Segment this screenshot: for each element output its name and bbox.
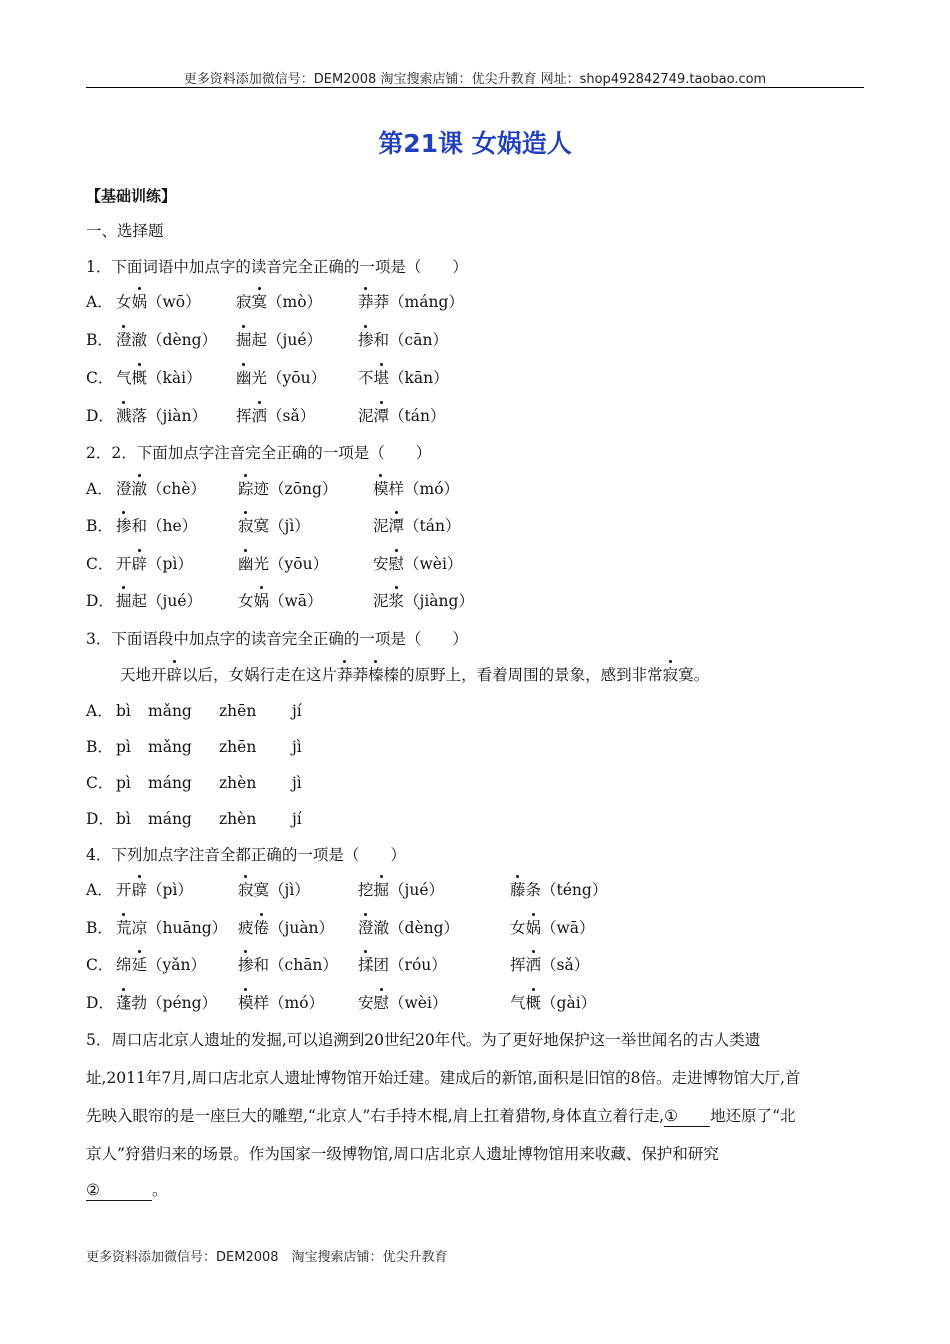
q5-line-5 (86, 1180, 866, 1201)
dotted-char: 揉 (358, 956, 374, 974)
dotted-char: 幽 (236, 369, 252, 387)
word-suffix: 勃 (131, 994, 148, 1012)
pinyin-choice: zhēn (219, 702, 257, 720)
pinyin: （he） (147, 517, 198, 535)
pinyin: （mò） (267, 293, 323, 311)
option-label[interactable]: D． (86, 994, 114, 1012)
dotted-char: 澄 (116, 331, 132, 349)
word-suffix: 迹 (253, 480, 270, 498)
word-prefix: 女 (238, 592, 254, 610)
blank-2-number: ② (86, 1181, 100, 1199)
word-prefix: 绵 (116, 956, 132, 974)
option-word (510, 918, 595, 938)
pinyin: （juàn） (269, 919, 335, 937)
pinyin-choice: pì (116, 774, 131, 792)
pinyin-choice: máng (148, 774, 192, 792)
word-suffix: 和 (253, 956, 270, 974)
pinyin: （jué） (147, 592, 202, 610)
word-suffix: 团 (373, 956, 390, 974)
option-word (236, 406, 315, 426)
option-word (116, 516, 197, 536)
option-word (236, 330, 322, 350)
dotted-char: 娲 (253, 592, 270, 610)
pinyin-choice: zhèn (219, 774, 257, 792)
q5-line-2: 址,2011年7月,周口店北京人遗址博物馆开始迁建。建成后的新馆,面积是旧馆的8倍。走进博物馆大厅,首 (86, 1069, 801, 1087)
word-prefix: 泥 (373, 592, 389, 610)
page-footer-text: 更多资料添加微信号：DEM2008 淘宝搜索店铺：优尖升教育 (86, 1250, 448, 1265)
dotted-char: 娲 (525, 919, 542, 937)
option-word (116, 955, 206, 975)
pinyin-choice: bì (116, 810, 131, 828)
option-word (238, 516, 310, 536)
option-label[interactable]: C． (86, 956, 114, 974)
option-word (358, 330, 448, 350)
q5-line-3 (86, 1106, 866, 1127)
word-suffix: 寞 (253, 517, 270, 535)
pinyin: （dèng） (389, 919, 460, 937)
dotted-char: 掘 (236, 331, 252, 349)
pinyin: （gài） (541, 994, 597, 1012)
pinyin: （jì） (269, 517, 310, 535)
word-prefix: 气 (116, 369, 132, 387)
pinyin: （wèi） (389, 994, 448, 1012)
blank-1-number: ① (664, 1107, 678, 1125)
part-heading: 一、选择题 (86, 222, 164, 240)
option-label[interactable]: D． (86, 810, 114, 828)
question-stem: 1．下面词语中加点字的读音完全正确的一项是（ ） (86, 258, 468, 276)
q5-line-1: 5．周口店北京人遗址的发掘,可以追溯到20世纪20年代。为了更好地保护这一举世闻名的古人类遗 (86, 1031, 761, 1049)
option-label[interactable]: B． (86, 517, 113, 535)
option-label[interactable]: A． (86, 293, 113, 311)
dotted-char: 踪 (238, 480, 254, 498)
pinyin: （cān） (389, 331, 448, 349)
option-word (373, 516, 460, 536)
word-prefix: 挥 (510, 956, 526, 974)
word-prefix: 气 (510, 994, 526, 1012)
dotted-char: 模 (373, 480, 389, 498)
option-label[interactable]: C． (86, 555, 114, 573)
word-prefix: 泥 (373, 517, 389, 535)
pinyin: （jiàng） (404, 592, 474, 610)
option-word (358, 292, 464, 312)
dotted-char: 蓬 (116, 994, 132, 1012)
passage-text: 榛的原野上，看着周围的景象，感到非常 (383, 666, 663, 684)
pinyin: （huāng） (147, 919, 228, 937)
pinyin: （wō） (147, 293, 201, 311)
passage-text: 寞。 (678, 666, 710, 684)
option-label[interactable]: A． (86, 480, 113, 498)
word-prefix: 安 (373, 555, 389, 573)
header-divider (86, 87, 864, 88)
pinyin: （chān） (269, 956, 338, 974)
option-word (373, 554, 462, 574)
option-word (238, 554, 328, 574)
dotted-char: 掺 (238, 956, 254, 974)
blank-1[interactable] (664, 1106, 710, 1127)
dotted-char: 辟 (131, 555, 148, 573)
pinyin-choice: máng (148, 810, 192, 828)
pinyin: （wā） (541, 919, 595, 937)
pinyin: （pì） (147, 555, 193, 573)
pinyin-choice: zhèn (219, 810, 257, 828)
pinyin-choice: jí (292, 702, 302, 720)
word-suffix: 凉 (131, 919, 148, 937)
q5-line-5-tail: 。 (152, 1181, 168, 1199)
option-word (510, 880, 607, 900)
word-suffix: 条 (525, 881, 542, 899)
pinyin-choice: jì (292, 774, 302, 792)
pinyin: （jì） (269, 881, 310, 899)
dotted-char: 掘 (373, 881, 390, 899)
dotted-char: 掺 (358, 331, 374, 349)
pinyin-choice: zhēn (219, 738, 257, 756)
dotted-char: 辟 (131, 881, 148, 899)
passage-text: 莽 (352, 666, 369, 684)
option-label[interactable]: D． (86, 407, 114, 425)
dotted-char: 延 (131, 956, 148, 974)
passage-text: 以后，女娲行走在这片 (182, 666, 338, 684)
passage-text: 天地开 (120, 666, 167, 684)
pinyin: （péng） (147, 994, 218, 1012)
dotted-char: 概 (131, 369, 148, 387)
option-word (116, 368, 202, 388)
word-prefix: 女 (116, 293, 132, 311)
option-word (116, 993, 217, 1013)
dotted-char: 莽 (337, 666, 353, 684)
word-suffix: 光 (251, 369, 268, 387)
dotted-char: 浆 (388, 592, 405, 610)
dotted-char: 模 (238, 994, 254, 1012)
option-label[interactable]: C． (86, 774, 114, 792)
pinyin-choice: pì (116, 738, 131, 756)
word-prefix: 澄 (116, 480, 132, 498)
pinyin: （kài） (147, 369, 202, 387)
option-word (358, 368, 449, 388)
option-word (373, 479, 459, 499)
question-stem: 3．下面语段中加点字的读音完全正确的一项是（ ） (86, 630, 468, 648)
dotted-char: 莽 (358, 293, 374, 311)
word-prefix: 开 (116, 881, 132, 899)
pinyin: （sǎ） (267, 407, 316, 425)
page-header-text: 更多资料添加微信号：DEM2008 淘宝搜索店铺：优尖升教育 网址：shop492842749.taobao.com (183, 72, 767, 87)
word-prefix: 挖 (358, 881, 374, 899)
q5-line-3-text: 先映入眼帘的是一座巨大的雕塑,“北京人”右手持木棍,肩上扛着猎物,身体直立着行走, (86, 1107, 665, 1125)
pinyin: （tán） (389, 407, 446, 425)
question-stem: 2．2．下面加点字注音完全正确的一项是（ ） (86, 444, 432, 462)
word-suffix: 澈 (131, 331, 148, 349)
option-word (510, 993, 596, 1013)
option-word (358, 955, 447, 975)
option-word (238, 918, 334, 938)
dotted-char: 荒 (116, 919, 132, 937)
dotted-char: 洒 (525, 956, 542, 974)
pinyin: （yōu） (269, 555, 329, 573)
option-word (358, 918, 459, 938)
pinyin: （yǎn） (147, 956, 207, 974)
q5-line-3-tail: 地还原了“北 (710, 1107, 796, 1125)
pinyin: （mó） (269, 994, 325, 1012)
dotted-char: 倦 (253, 919, 270, 937)
option-word (238, 479, 337, 499)
option-word (236, 368, 326, 388)
pinyin: （pì） (147, 881, 193, 899)
dotted-char: 榛 (368, 666, 384, 684)
option-word (373, 591, 474, 611)
option-label[interactable]: A． (86, 881, 113, 899)
dotted-char: 寂 (238, 517, 254, 535)
option-label[interactable]: A． (86, 702, 113, 720)
dotted-char: 澄 (358, 919, 374, 937)
dotted-char: 寞 (251, 293, 268, 311)
page-title: 第21课 女娲造人 (378, 129, 572, 158)
dotted-char: 辟 (166, 666, 183, 684)
option-label[interactable]: B． (86, 331, 113, 349)
word-suffix: 样 (388, 480, 405, 498)
option-word (116, 406, 207, 426)
pinyin-choice: bì (116, 702, 131, 720)
pinyin-choice: jí (292, 810, 302, 828)
pinyin: （yōu） (267, 369, 327, 387)
pinyin: （róu） (389, 956, 447, 974)
option-word (116, 918, 227, 938)
pinyin: （tán） (404, 517, 461, 535)
pinyin-choice: mǎng (148, 738, 192, 756)
word-suffix: 光 (253, 555, 270, 573)
word-suffix: 和 (131, 517, 148, 535)
dotted-char: 藤 (510, 881, 526, 899)
option-word (116, 880, 193, 900)
dotted-char: 寂 (238, 881, 254, 899)
pinyin: （dèng） (147, 331, 218, 349)
word-suffix: 寞 (253, 881, 270, 899)
option-word (116, 330, 217, 350)
dotted-char: 潭 (388, 517, 405, 535)
word-suffix: 起 (131, 592, 148, 610)
dotted-char: 溅 (116, 407, 132, 425)
word-suffix: 莽 (373, 293, 390, 311)
option-word (116, 554, 193, 574)
word-prefix: 寂 (236, 293, 252, 311)
word-prefix: 安 (358, 994, 374, 1012)
word-prefix: 女 (510, 919, 526, 937)
option-label[interactable]: D． (86, 592, 114, 610)
pinyin: （kān） (389, 369, 449, 387)
pinyin: （zōng） (269, 480, 338, 498)
question-passage (120, 665, 709, 685)
dotted-char: 掘 (116, 592, 132, 610)
pinyin: （jué） (389, 881, 444, 899)
pinyin: （wā） (269, 592, 323, 610)
pinyin: （mó） (404, 480, 460, 498)
option-word (238, 880, 310, 900)
q5-line-4: 京人”狩猎归来的场景。作为国家一级博物馆,周口店北京人遗址博物馆用来收藏、保护和研究 (86, 1145, 719, 1163)
pinyin: （jué） (267, 331, 322, 349)
word-suffix: 落 (131, 407, 148, 425)
option-word (116, 479, 206, 499)
option-word (358, 993, 447, 1013)
pinyin-choice: jì (292, 738, 302, 756)
option-label[interactable]: B． (86, 738, 113, 756)
pinyin: （wèi） (404, 555, 463, 573)
blank-2[interactable] (86, 1180, 152, 1201)
word-suffix: 和 (373, 331, 390, 349)
word-suffix: 澈 (373, 919, 390, 937)
dotted-char: 洒 (251, 407, 268, 425)
word-prefix: 泥 (358, 407, 374, 425)
option-word (238, 955, 338, 975)
option-word (238, 591, 323, 611)
dotted-char: 潭 (373, 407, 390, 425)
word-prefix: 挥 (236, 407, 252, 425)
dotted-char: 慰 (373, 994, 390, 1012)
word-prefix: 不 (358, 369, 374, 387)
pinyin: （chè） (147, 480, 206, 498)
option-label[interactable]: B． (86, 919, 113, 937)
dotted-char: 概 (525, 994, 542, 1012)
pinyin: （máng） (389, 293, 464, 311)
option-label[interactable]: C． (86, 369, 114, 387)
dotted-char: 幽 (238, 555, 254, 573)
pinyin: （sǎ） (541, 956, 590, 974)
option-word (238, 993, 324, 1013)
option-word (116, 591, 202, 611)
dotted-char: 慰 (388, 555, 405, 573)
option-word (236, 292, 322, 312)
option-word (510, 955, 589, 975)
dotted-char: 娲 (131, 293, 148, 311)
pinyin: （téng） (541, 881, 608, 899)
word-prefix: 开 (116, 555, 132, 573)
option-word (358, 406, 445, 426)
question-stem: 4．下列加点字注音全都正确的一项是（ ） (86, 846, 406, 864)
dotted-char: 堪 (373, 369, 390, 387)
option-word (358, 880, 444, 900)
dotted-char: 澈 (131, 480, 148, 498)
pinyin: （jiàn） (147, 407, 208, 425)
dotted-char: 掺 (116, 517, 132, 535)
section-heading: 【基础训练】 (86, 187, 177, 205)
word-suffix: 样 (253, 994, 270, 1012)
option-word (116, 292, 201, 312)
dotted-char: 寂 (662, 666, 679, 684)
pinyin-choice: mǎng (148, 702, 192, 720)
word-suffix: 起 (251, 331, 268, 349)
word-prefix: 疲 (238, 919, 254, 937)
